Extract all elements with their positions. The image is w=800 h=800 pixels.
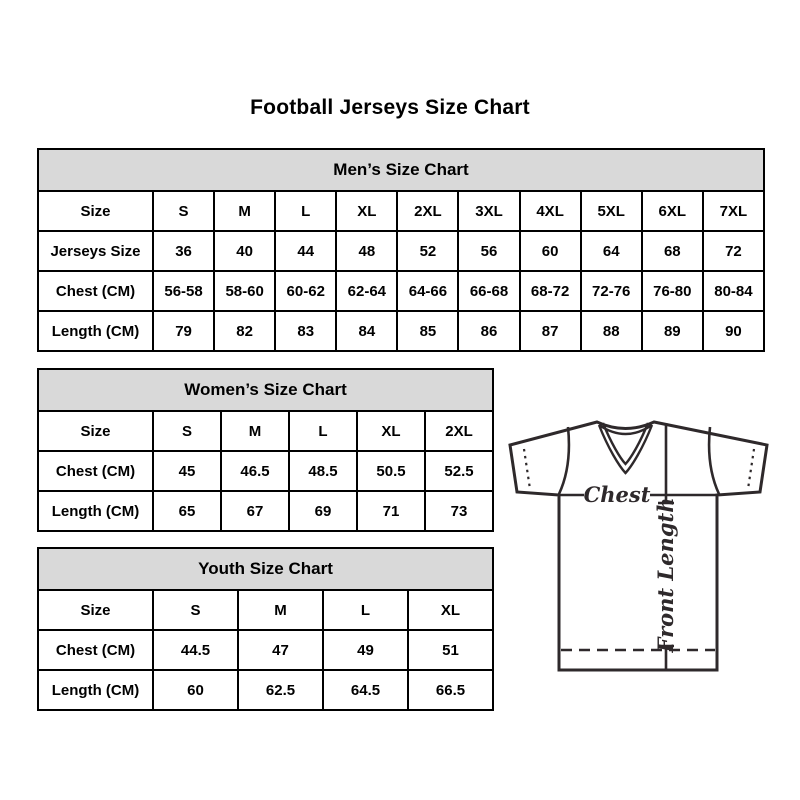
table-row bbox=[38, 491, 493, 531]
cell-value: 4XL bbox=[520, 191, 581, 231]
cell-value: L bbox=[289, 411, 357, 451]
cell-value: 76-80 bbox=[642, 271, 703, 311]
cell-value: 90 bbox=[703, 311, 764, 351]
cell-value: 72-76 bbox=[581, 271, 642, 311]
cell-value: M bbox=[214, 191, 275, 231]
cell-value: 2XL bbox=[425, 411, 493, 451]
row-label: Chest (CM) bbox=[38, 630, 153, 670]
jersey-outline bbox=[510, 422, 767, 670]
cell-value: XL bbox=[408, 590, 493, 630]
cell-value: 2XL bbox=[397, 191, 458, 231]
cell-value: 6XL bbox=[642, 191, 703, 231]
cell-value: 62-64 bbox=[336, 271, 397, 311]
cell-value: M bbox=[221, 411, 289, 451]
row-label: Size bbox=[38, 411, 153, 451]
cell-value: XL bbox=[336, 191, 397, 231]
cell-value: 87 bbox=[520, 311, 581, 351]
cell-value: 79 bbox=[153, 311, 214, 351]
row-label: Size bbox=[38, 191, 153, 231]
table-row bbox=[38, 630, 493, 670]
cell-value: XL bbox=[357, 411, 425, 451]
cell-value: 85 bbox=[397, 311, 458, 351]
table-row bbox=[38, 590, 493, 630]
table-row bbox=[38, 231, 764, 271]
cell-value: S bbox=[153, 411, 221, 451]
cell-value: 56-58 bbox=[153, 271, 214, 311]
jersey-collar bbox=[599, 423, 652, 473]
cell-value: 40 bbox=[214, 231, 275, 271]
page-title: Football Jerseys Size Chart bbox=[250, 96, 530, 119]
cell-value: 48.5 bbox=[289, 451, 357, 491]
cell-value: 62.5 bbox=[238, 670, 323, 710]
table-row bbox=[38, 191, 764, 231]
cell-value: 86 bbox=[458, 311, 519, 351]
cell-value: 64-66 bbox=[397, 271, 458, 311]
table-row bbox=[38, 411, 493, 451]
cell-value: 60 bbox=[520, 231, 581, 271]
chest-measure-label: Chest bbox=[583, 482, 651, 507]
row-label: Length (CM) bbox=[38, 311, 153, 351]
cell-value: 84 bbox=[336, 311, 397, 351]
cell-value: S bbox=[153, 191, 214, 231]
row-label: Length (CM) bbox=[38, 491, 153, 531]
table-title: Men’s Size Chart bbox=[38, 149, 764, 191]
cell-value: 82 bbox=[214, 311, 275, 351]
jersey-measurement-diagram bbox=[504, 408, 776, 676]
cell-value: L bbox=[275, 191, 336, 231]
cell-value: 65 bbox=[153, 491, 221, 531]
table-title: Youth Size Chart bbox=[38, 548, 493, 590]
cell-value: 56 bbox=[458, 231, 519, 271]
cell-value: 58-60 bbox=[214, 271, 275, 311]
cell-value: M bbox=[238, 590, 323, 630]
cell-value: 49 bbox=[323, 630, 408, 670]
cell-value: 69 bbox=[289, 491, 357, 531]
cell-value: 89 bbox=[642, 311, 703, 351]
row-label: Length (CM) bbox=[38, 670, 153, 710]
cell-value: 51 bbox=[408, 630, 493, 670]
cell-value: 60-62 bbox=[275, 271, 336, 311]
cell-value: 47 bbox=[238, 630, 323, 670]
row-label: Jerseys Size bbox=[38, 231, 153, 271]
cell-value: 72 bbox=[703, 231, 764, 271]
cell-value: 66-68 bbox=[458, 271, 519, 311]
row-label: Chest (CM) bbox=[38, 451, 153, 491]
cell-value: 83 bbox=[275, 311, 336, 351]
cell-value: 68-72 bbox=[520, 271, 581, 311]
cell-value: 52 bbox=[397, 231, 458, 271]
cell-value: 46.5 bbox=[221, 451, 289, 491]
row-label: Chest (CM) bbox=[38, 271, 153, 311]
cell-value: 80-84 bbox=[703, 271, 764, 311]
youth-size-table bbox=[37, 547, 494, 711]
cell-value: 44.5 bbox=[153, 630, 238, 670]
cell-value: 5XL bbox=[581, 191, 642, 231]
front-length-measure-label: Front Length bbox=[653, 497, 678, 653]
cell-value: 64.5 bbox=[323, 670, 408, 710]
cell-value: S bbox=[153, 590, 238, 630]
cell-value: 3XL bbox=[458, 191, 519, 231]
cell-value: 50.5 bbox=[357, 451, 425, 491]
mens-size-table bbox=[37, 148, 765, 352]
cell-value: 48 bbox=[336, 231, 397, 271]
cell-value: 66.5 bbox=[408, 670, 493, 710]
cell-value: 44 bbox=[275, 231, 336, 271]
cell-value: 71 bbox=[357, 491, 425, 531]
row-label: Size bbox=[38, 590, 153, 630]
table-row bbox=[38, 670, 493, 710]
cell-value: 67 bbox=[221, 491, 289, 531]
table-row bbox=[38, 311, 764, 351]
cell-value: 88 bbox=[581, 311, 642, 351]
cell-value: 68 bbox=[642, 231, 703, 271]
cell-value: 45 bbox=[153, 451, 221, 491]
cell-value: 73 bbox=[425, 491, 493, 531]
table-row bbox=[38, 451, 493, 491]
womens-size-table bbox=[37, 368, 494, 532]
table-title: Women’s Size Chart bbox=[38, 369, 493, 411]
cell-value: L bbox=[323, 590, 408, 630]
cell-value: 52.5 bbox=[425, 451, 493, 491]
cell-value: 64 bbox=[581, 231, 642, 271]
cell-value: 7XL bbox=[703, 191, 764, 231]
cell-value: 60 bbox=[153, 670, 238, 710]
table-row bbox=[38, 271, 764, 311]
cell-value: 36 bbox=[153, 231, 214, 271]
